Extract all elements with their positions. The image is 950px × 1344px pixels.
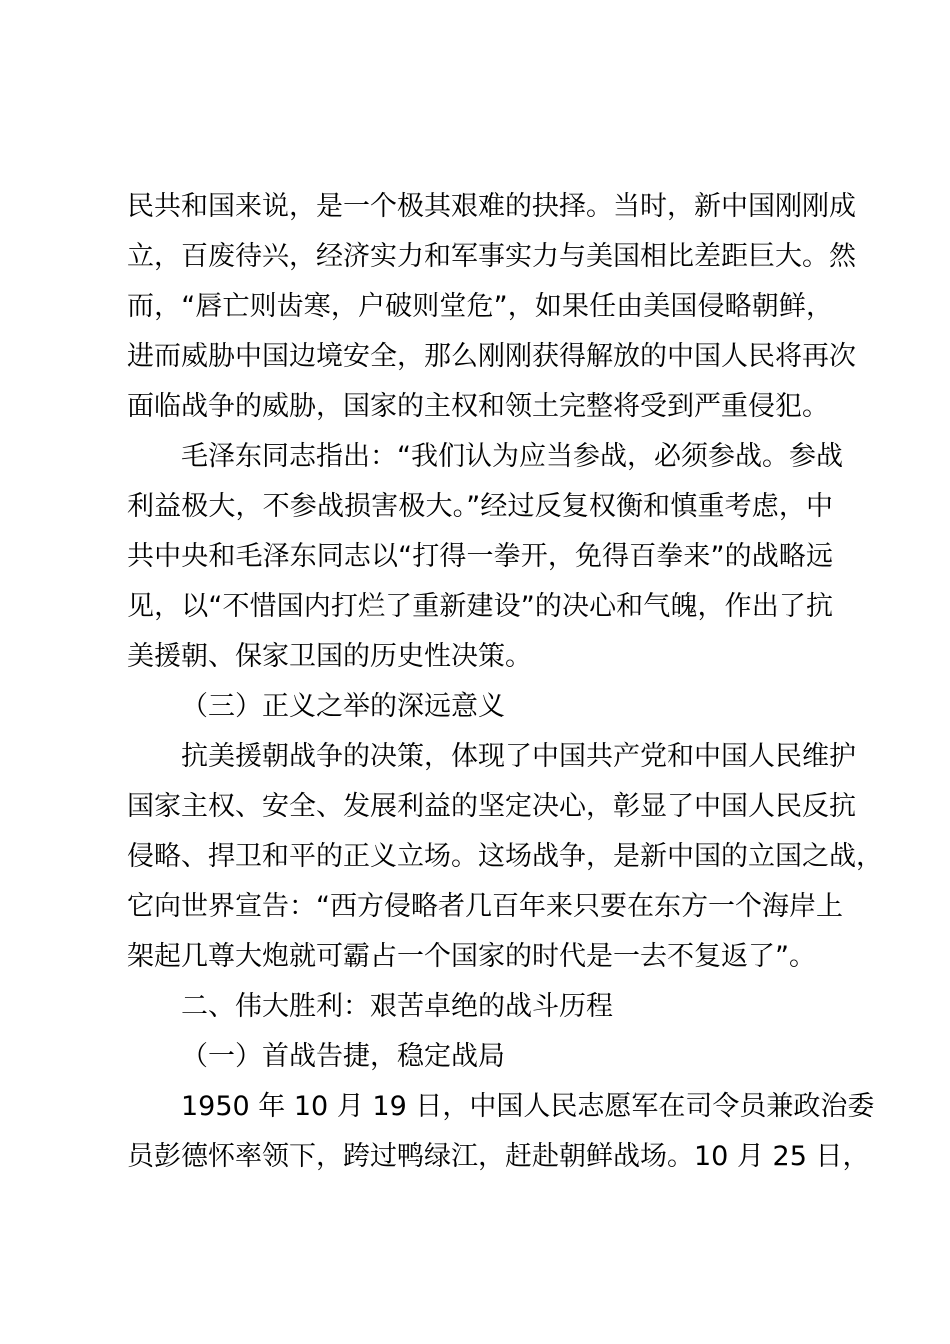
text-line: 民共和国来说，是一个极其艰难的抉择。当时，新中国刚刚成	[127, 191, 856, 222]
text-line: 面临战争的威胁，国家的主权和领土完整将受到严重侵犯。	[127, 391, 829, 422]
text-line: 利益极大，不参战损害极大。”经过反复权衡和慎重考虑，中	[127, 491, 833, 522]
text-line: 1950 年 10 月 19 日，中国人民志愿军在司令员兼政治委	[181, 1091, 875, 1122]
heading-line: 二、伟大胜利：艰苦卓绝的战斗历程	[181, 991, 613, 1022]
section-heading-first-battle	[127, 1032, 833, 1082]
text-line: 员彭德怀率领下，跨过鸭绿江，赶赴朝鲜战场。10 月 25 日，	[127, 1141, 870, 1172]
text-line: 抗美援朝战争的决策，体现了中国共产党和中国人民维护	[181, 741, 856, 772]
paragraph-crossing-yalu	[127, 1082, 875, 1182]
text-line: 毛泽东同志指出：“我们认为应当参战，必须参战。参战	[181, 441, 843, 472]
text-line: 立，百废待兴，经济实力和军事实力与美国相比差距巨大。然	[127, 241, 856, 272]
text-line: 美援朝、保家卫国的历史性决策。	[127, 641, 532, 672]
text-line: 它向世界宣告：“西方侵略者几百年来只要在东方一个海岸上	[127, 891, 843, 922]
text-line: 见，以“不惜国内打烂了重新建设”的决心和气魄，作出了抗	[127, 591, 833, 622]
section-heading-significance	[127, 682, 833, 732]
section-heading-great-victory	[127, 982, 833, 1032]
paragraph-decision-difficulty	[127, 182, 856, 432]
heading-line: （三）正义之举的深远意义	[181, 691, 505, 722]
paragraph-significance	[127, 732, 883, 982]
text-line: 国家主权、安全、发展利益的坚定决心，彰显了中国人民反抗	[127, 791, 856, 822]
text-line: 进而威胁中国边境安全，那么刚刚获得解放的中国人民将再次	[127, 341, 856, 372]
text-line: 架起几尊大炮就可霸占一个国家的时代是一去不复返了”。	[127, 941, 816, 972]
document-body	[127, 182, 883, 1182]
paragraph-mao-quote	[127, 432, 843, 682]
text-line: 侵略、捍卫和平的正义立场。这场战争，是新中国的立国之战，	[127, 841, 883, 872]
text-line: 而，“唇亡则齿寒，户破则堂危”，如果任由美国侵略朝鲜，	[127, 291, 833, 322]
text-line: 共中央和毛泽东同志以“打得一拳开，免得百拳来”的战略远	[127, 541, 833, 572]
heading-line: （一）首战告捷，稳定战局	[181, 1041, 505, 1072]
